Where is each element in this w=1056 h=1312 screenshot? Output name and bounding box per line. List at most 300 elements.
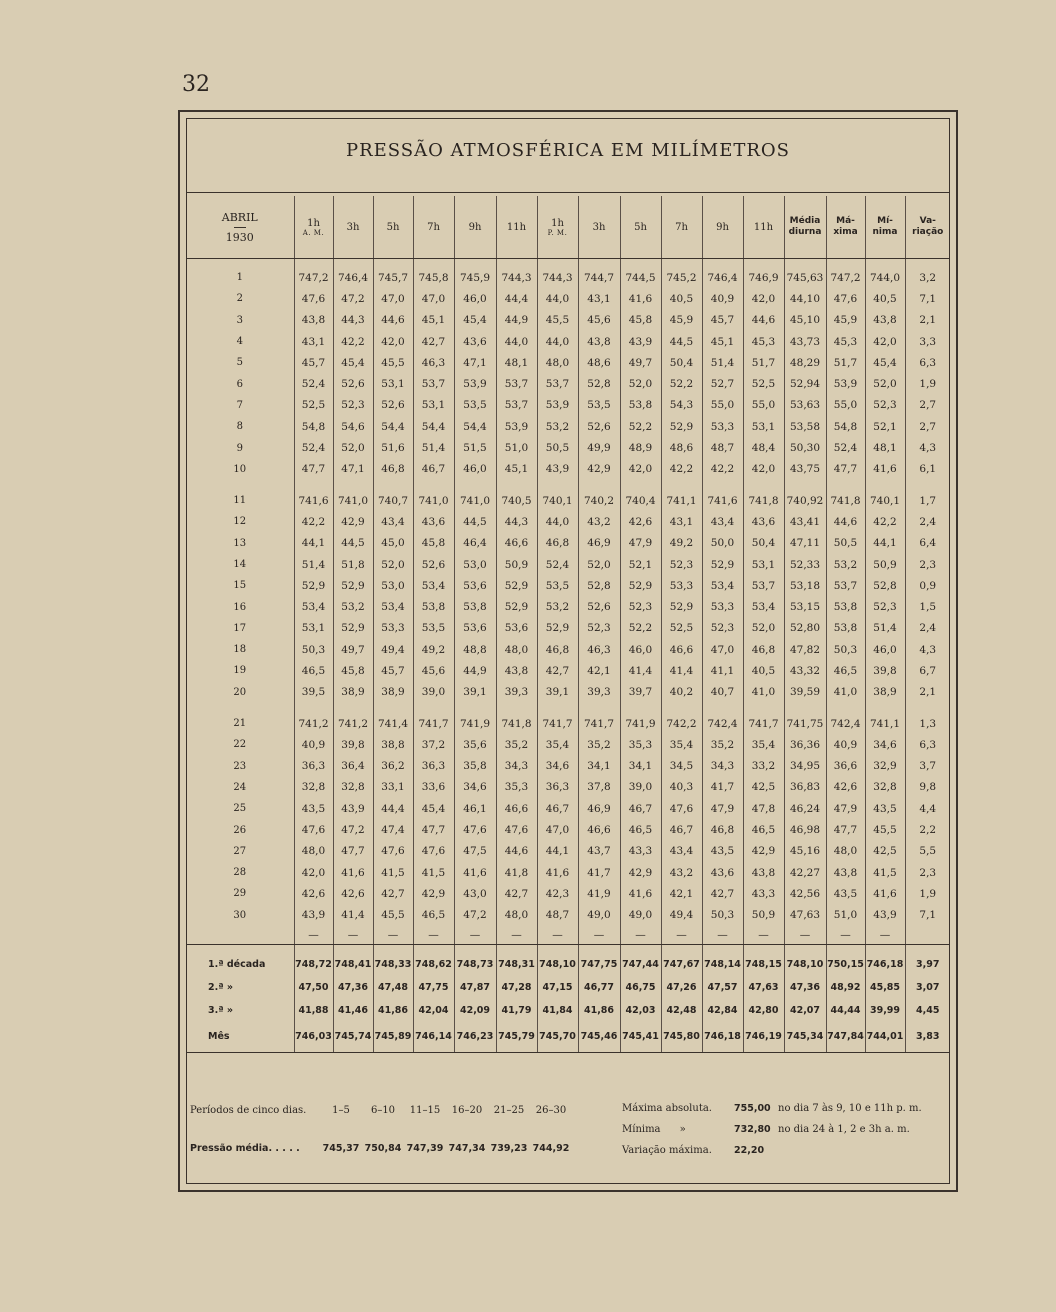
value-cell: 48,9 [620,437,661,458]
hour-header: 11h [496,196,537,259]
value-cell: 744,3 [537,267,578,288]
value-cell: 740,2 [578,490,620,511]
period-range: 11–15 [409,1104,441,1116]
pressure-mean-label: Pressão média. . . . . [190,1142,300,1154]
value-cell: 36,2 [373,756,413,777]
value-cell: 44,0 [537,511,578,532]
value-cell: 42,2 [865,511,905,532]
row-spacer [186,703,950,713]
value-cell: 42,6 [620,511,661,532]
value-cell: 35,6 [454,734,496,755]
value-cell: 2,1 [905,310,950,331]
day-number: 10 [233,463,247,475]
value-cell: 47,57 [702,976,743,999]
value-cell: 41,5 [373,862,413,883]
value-cell: 47,50 [294,976,333,999]
value-cell: 748,62 [413,953,454,976]
day-row [186,618,950,639]
value-cell: 44,4 [496,288,537,309]
value-cell: 48,0 [496,639,537,660]
month-header [186,196,294,259]
value-cell: 2,1 [905,682,950,703]
value-cell: 43,1 [578,288,620,309]
value-cell: 43,5 [702,841,743,862]
value-cell: 35,2 [496,734,537,755]
value-cell: 52,0 [578,554,620,575]
value-cell: 4,45 [905,999,950,1022]
pressure-mean-value: 747,34 [448,1142,486,1154]
value-cell: 42,1 [578,660,620,681]
value-cell: 53,15 [784,596,826,617]
value-cell: 43,4 [702,511,743,532]
value-cell: 42,07 [784,999,826,1022]
value-cell: 38,9 [373,682,413,703]
day-row [186,490,950,511]
value-cell: 47,7 [413,819,454,840]
value-cell: 46,5 [620,819,661,840]
value-cell: 47,82 [784,639,826,660]
value-cell: 742,2 [661,713,702,734]
day-number: 3 [236,314,243,326]
value-cell: 44,3 [333,310,373,331]
day-number: 27 [233,845,247,857]
day-number: 13 [233,537,247,549]
value-cell: 2,4 [905,618,950,639]
value-cell: 6,1 [905,459,950,480]
value-cell: 6,7 [905,660,950,681]
value-cell: 42,5 [865,841,905,862]
value-cell: 43,7 [578,841,620,862]
value-cell: 46,75 [620,976,661,999]
value-cell: 50,3 [294,639,333,660]
pressure-table [186,196,950,1053]
decade-summary-row [186,953,950,976]
value-cell: 51,4 [865,618,905,639]
day-row [186,533,950,554]
value-cell: 47,0 [702,639,743,660]
day-number: 24 [233,781,247,793]
day-number: 25 [233,803,247,815]
hour-header: 5h [373,196,413,259]
value-cell: 46,7 [620,798,661,819]
value-cell: — [373,926,413,945]
period-range: 16–20 [451,1104,483,1116]
value-cell: 43,6 [413,511,454,532]
value-cell: 49,4 [661,905,702,926]
value-cell: 47,4 [373,819,413,840]
value-cell: — [826,926,865,945]
value-cell: 50,3 [702,905,743,926]
value-cell: 53,9 [826,373,865,394]
value-cell: 53,7 [496,395,537,416]
value-cell: 42,0 [294,862,333,883]
value-cell: 36,4 [333,756,373,777]
value-cell: 53,5 [454,395,496,416]
value-cell: 46,3 [578,639,620,660]
value-cell: 1,5 [905,596,950,617]
value-cell: 43,8 [743,862,784,883]
value-cell: 42,2 [333,331,373,352]
value-cell: 39,5 [294,682,333,703]
value-cell: 45,5 [373,352,413,373]
value-cell: 50,3 [826,639,865,660]
value-cell: 33,2 [743,756,784,777]
value-cell: 42,7 [496,883,537,904]
value-cell: 41,6 [333,862,373,883]
value-cell: 53,1 [743,416,784,437]
value-cell: 45,5 [373,905,413,926]
periods-label: Períodos de cinco dias. [190,1104,307,1116]
value-cell: 44,3 [496,511,537,532]
value-cell: 47,6 [454,819,496,840]
value-cell: 47,6 [294,819,333,840]
value-cell: 748,31 [496,953,537,976]
value-cell: 53,58 [784,416,826,437]
value-cell: 46,0 [454,459,496,480]
day-number: 15 [233,580,247,592]
value-cell: 42,9 [333,511,373,532]
value-cell: 0,9 [905,575,950,596]
value-cell: 48,4 [743,437,784,458]
value-cell: 46,7 [413,459,454,480]
value-cell: 40,2 [661,682,702,703]
row-spacer [186,480,950,490]
value-cell: 46,24 [784,798,826,819]
value-cell: 48,92 [826,976,865,999]
day-number: 4 [236,336,243,348]
value-cell: 744,7 [578,267,620,288]
max-variation-row [622,1140,952,1161]
value-cell: 741,7 [413,713,454,734]
period-range: 21–25 [493,1104,525,1116]
value-cell: 45,6 [578,310,620,331]
month-label: ABRIL [221,210,258,224]
value-cell: 747,84 [826,1022,865,1053]
value-cell: 7,1 [905,288,950,309]
day-row [186,554,950,575]
value-cell: 43,9 [333,798,373,819]
value-cell: 46,8 [702,819,743,840]
value-cell: 47,75 [413,976,454,999]
day-row [186,713,950,734]
value-cell: 748,15 [743,953,784,976]
value-cell: 47,2 [454,905,496,926]
value-cell: 40,3 [661,777,702,798]
value-cell: 52,8 [578,575,620,596]
value-cell: 44,1 [865,533,905,554]
day-number: 17 [233,622,247,634]
day-row [186,639,950,660]
value-cell: 47,63 [743,976,784,999]
value-cell: 43,3 [620,841,661,862]
value-cell: 48,0 [294,841,333,862]
value-cell: 52,6 [333,373,373,394]
value-cell: 44,0 [496,331,537,352]
value-cell: 54,8 [826,416,865,437]
value-cell: 47,7 [826,459,865,480]
value-cell: 746,23 [454,1022,496,1053]
value-cell: 52,3 [661,554,702,575]
day-number: 28 [233,867,247,879]
day-row [186,862,950,883]
page-number: 32 [182,72,210,97]
value-cell: 53,1 [373,373,413,394]
hour-header: 1h P. M. [537,196,578,259]
table-body [186,259,950,1053]
value-cell: 748,72 [294,953,333,976]
value-cell: 745,8 [413,267,454,288]
value-cell: 748,14 [702,953,743,976]
value-cell: 40,5 [743,660,784,681]
value-cell: 44,0 [537,288,578,309]
value-cell: 39,8 [865,660,905,681]
max-absolute-note: no dia 7 às 9, 10 e 11h p. m. [778,1103,922,1114]
value-cell: 745,34 [784,1022,826,1053]
value-cell: 46,3 [413,352,454,373]
value-cell: 35,2 [578,734,620,755]
maxima-header: Má- xima [826,196,865,259]
day-number: 8 [236,421,243,433]
value-cell: 52,1 [620,554,661,575]
max-absolute-value: 755,00 [734,1103,771,1114]
value-cell: 53,3 [661,575,702,596]
value-cell: — [333,926,373,945]
value-cell: 52,2 [620,618,661,639]
value-cell: 55,0 [702,395,743,416]
value-cell: 53,7 [496,373,537,394]
value-cell: 52,9 [702,554,743,575]
day-number: 22 [233,739,247,751]
value-cell: 3,97 [905,953,950,976]
value-cell: 44,9 [454,660,496,681]
value-cell: 52,0 [373,554,413,575]
value-cell: 43,5 [865,798,905,819]
day-row [186,395,950,416]
header-row [186,196,950,259]
value-cell: 51,0 [826,905,865,926]
value-cell: 748,10 [784,953,826,976]
value-cell: 47,15 [537,976,578,999]
value-cell: 37,8 [578,777,620,798]
value-cell: 52,9 [537,618,578,639]
value-cell: 53,9 [537,395,578,416]
value-cell: 44,6 [373,310,413,331]
day-row [186,437,950,458]
row-spacer [186,259,950,268]
day-row [186,883,950,904]
value-cell: 46,4 [454,533,496,554]
value-cell: 40,9 [826,734,865,755]
value-cell: 42,7 [373,883,413,904]
value-cell: 42,9 [743,841,784,862]
value-cell: 48,7 [702,437,743,458]
value-cell: 45,8 [333,660,373,681]
value-cell: 43,75 [784,459,826,480]
value-cell: 52,9 [661,416,702,437]
value-cell: 53,1 [743,554,784,575]
min-absolute-note: no dia 24 à 1, 2 e 3h a. m. [778,1124,910,1135]
value-cell: 53,1 [413,395,454,416]
value-cell: — [661,926,702,945]
value-cell: 3,2 [905,267,950,288]
value-cell: 52,0 [333,437,373,458]
value-cell: 47,1 [333,459,373,480]
value-cell: 1,3 [905,713,950,734]
value-cell: 42,2 [661,459,702,480]
value-cell: 43,32 [784,660,826,681]
value-cell: 41,4 [661,660,702,681]
value-cell: 51,0 [496,437,537,458]
value-cell: 42,9 [413,883,454,904]
value-cell: — [454,926,496,945]
value-cell: 4,4 [905,798,950,819]
day-number: 21 [233,718,247,730]
min-absolute-row [622,1119,952,1140]
value-cell: 52,0 [865,373,905,394]
value-cell: 744,01 [865,1022,905,1053]
day-row [186,734,950,755]
value-cell: 54,4 [454,416,496,437]
value-cell: 748,41 [333,953,373,976]
value-cell: 47,36 [333,976,373,999]
value-cell: 49,4 [373,639,413,660]
value-cell: 45,7 [373,660,413,681]
value-cell: 52,7 [702,373,743,394]
min-absolute-label: Mínima » [622,1124,686,1135]
value-cell: — [702,926,743,945]
max-variation-label: Variação máxima. [622,1145,712,1156]
value-cell: 42,7 [537,660,578,681]
value-cell: 53,6 [496,618,537,639]
value-cell: 40,5 [865,288,905,309]
value-cell: 53,63 [784,395,826,416]
value-cell: 741,75 [784,713,826,734]
day-row [186,905,950,926]
value-cell: 48,8 [454,639,496,660]
day-number: 11 [233,495,247,507]
footer-extremes [622,1098,952,1161]
value-cell: 53,8 [413,596,454,617]
value-cell: 44,5 [333,533,373,554]
max-variation-value: 22,20 [734,1145,765,1156]
value-cell: 45,0 [373,533,413,554]
value-cell: 52,3 [333,395,373,416]
day-number: 16 [233,601,247,613]
value-cell: 34,3 [702,756,743,777]
value-cell: 43,6 [743,511,784,532]
value-cell: 46,7 [661,819,702,840]
value-cell: 748,10 [537,953,578,976]
value-cell: 47,0 [413,288,454,309]
dash-cell [186,926,294,945]
day-row [186,841,950,862]
value-cell: 42,7 [413,331,454,352]
value-cell: 748,73 [454,953,496,976]
value-cell: 41,7 [578,862,620,883]
value-cell: 46,8 [743,639,784,660]
value-cell: 53,9 [454,373,496,394]
day-row [186,798,950,819]
value-cell: 52,3 [578,618,620,639]
value-cell: 44,5 [454,511,496,532]
value-cell: 741,9 [620,713,661,734]
value-cell: 48,6 [661,437,702,458]
value-cell: 41,1 [702,660,743,681]
value-cell: 38,9 [333,682,373,703]
value-cell: 52,8 [578,373,620,394]
value-cell: 2,2 [905,819,950,840]
row-spacer [186,944,950,953]
value-cell: 41,6 [620,883,661,904]
value-cell: 41,6 [454,862,496,883]
value-cell: 42,7 [702,883,743,904]
value-cell: 47,6 [661,798,702,819]
value-cell: 46,1 [454,798,496,819]
decade-summary-row [186,999,950,1022]
value-cell: 745,63 [784,267,826,288]
day-number: 19 [233,665,247,677]
value-cell: 52,33 [784,554,826,575]
value-cell: 43,4 [373,511,413,532]
variacao-header: Va- riação [905,196,950,259]
value-cell: 45,6 [413,660,454,681]
value-cell: 745,7 [373,267,413,288]
value-cell: 52,3 [702,618,743,639]
value-cell: 52,3 [865,395,905,416]
value-cell: 2,7 [905,395,950,416]
value-cell: 44,9 [496,310,537,331]
value-cell: 33,6 [413,777,454,798]
value-cell: 42,80 [743,999,784,1022]
value-cell: 43,2 [661,862,702,883]
value-cell: 52,80 [784,618,826,639]
value-cell: 47,2 [333,819,373,840]
value-cell: 43,73 [784,331,826,352]
decade-label: 3.ª » [208,1004,234,1016]
value-cell: 741,8 [826,490,865,511]
value-cell: 41,86 [373,999,413,1022]
value-cell: 33,1 [373,777,413,798]
value-cell: 42,0 [373,331,413,352]
value-cell: 52,9 [496,575,537,596]
value-cell: 46,5 [294,660,333,681]
decade-summary-row [186,976,950,999]
value-cell: 6,3 [905,734,950,755]
day-number: 23 [233,760,247,772]
hour-header: 1h A. M. [294,196,333,259]
value-cell: 53,4 [413,575,454,596]
dash-row [186,926,950,945]
value-cell: 48,6 [578,352,620,373]
value-cell: 52,4 [294,373,333,394]
hour-header: 7h [413,196,454,259]
value-cell: 36,83 [784,777,826,798]
pressure-mean-value: 744,92 [532,1142,570,1154]
value-cell: 53,3 [702,416,743,437]
value-cell: 53,4 [373,596,413,617]
value-cell: 744,0 [865,267,905,288]
value-cell: 42,9 [578,459,620,480]
value-cell: 52,3 [865,596,905,617]
value-cell: 54,8 [294,416,333,437]
value-cell: 746,18 [702,1022,743,1053]
value-cell: 47,0 [537,819,578,840]
value-cell: 53,5 [578,395,620,416]
value-cell: 47,2 [333,288,373,309]
value-cell: 47,7 [826,819,865,840]
value-cell: 42,5 [743,777,784,798]
value-cell: 747,44 [620,953,661,976]
